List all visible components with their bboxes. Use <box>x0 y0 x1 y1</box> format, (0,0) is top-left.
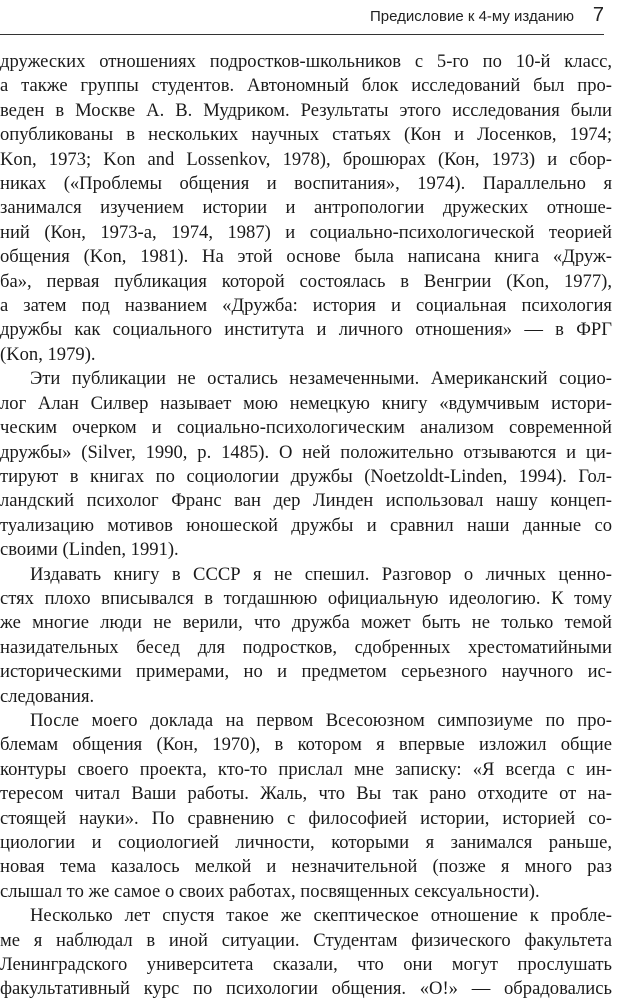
text-line: Эти публикации не остались незамеченными. Американский социо- <box>30 368 612 390</box>
text-line: общения (Kon, 1981). На этой основе была написана книга «Друж- <box>0 246 612 268</box>
text-line: историческими примерами, но и предметом серьезного научного ис- <box>0 661 612 683</box>
text-line: своими (Linden, 1991). <box>0 539 179 561</box>
text-line: веден в Москве А. В. Мудриком. Результаты этого исследования были <box>0 99 612 121</box>
text-line: ческим очерком и социально-психологическим анализом современной <box>0 417 612 439</box>
text-line: опубликованы в нескольких научных статьях (Кон и Лосенков, 1974; <box>0 124 612 146</box>
text-line: назидательных бесед для подростков, сдобренных хрестоматийными <box>0 636 612 658</box>
text-line: ба», первая публикация которой состоялась в Венгрии (Kon, 1977), <box>0 270 612 292</box>
text-line: ландский психолог Франс ван дер Линден использовал нашу концеп- <box>0 490 612 512</box>
text-line: новая тема казалось мелкой и незначительной (позже я много раз <box>0 856 612 878</box>
text-line: туализацию мотивов юношеской дружбы и сравнил наши данные со <box>0 514 612 536</box>
text-line: тируют в книгах по социологии дружбы (Noetzoldt-Linden, 1994). Гол- <box>0 465 612 487</box>
text-line: Ленинградского университета сказали, что они могут прослушать <box>0 954 612 976</box>
text-line: дружеских отношениях подростков-школьников с 5-го по 10-й класс, <box>0 51 612 72</box>
text-line: тересом читал Ваши работы. Жаль, что Вы так рано отходите от на- <box>0 783 612 805</box>
text-line: дружбы» (Silver, 1990, p. 1485). О ней положительно отзываются и ци- <box>0 441 612 463</box>
text-line: ме я наблюдал в иной ситуации. Студентам физического факультета <box>0 929 612 951</box>
text-line: После моего доклада на первом Всесоюзном симпозиуме по про- <box>30 709 612 731</box>
text-line: занимался изучением истории и антропологии дружеских отноше- <box>0 197 612 219</box>
text-line: никах («Проблемы общения и воспитания», 1974). Параллельно я <box>0 173 612 195</box>
text-line: циологии и социологией личности, которыми я занимался раньше, <box>0 832 612 853</box>
text-line: ний (Кон, 1973-а, 1974, 1987) и социально-психологической теорией <box>0 221 612 243</box>
text-line: Несколько лет спустя такое же скептическое отношение к пробле- <box>30 905 612 927</box>
text-line: следования. <box>0 685 95 707</box>
running-header <box>0 4 604 35</box>
text-line: (Kon, 1979). <box>0 343 96 365</box>
text-line: же многие люди не верили, что дружба может быть не только темой <box>0 612 612 634</box>
page-number: 7 <box>592 4 604 26</box>
text-line: а затем под названием «Дружба: история и социальная психология <box>0 295 612 317</box>
text-line: дружбы как социального института и личного отношения» — в ФРГ <box>0 319 612 341</box>
text-line: контуры своего проекта, кто-то прислал мне записку: «Я всегда с ин- <box>0 758 612 780</box>
text-line: Издавать книгу в СССР я не спешил. Разговор о личных ценно- <box>30 563 612 585</box>
text-line: стоящей науки». По сравнению с философией истории, историей со- <box>0 807 612 829</box>
text-line: факультативный курс по психологии общения. «О!» — обрадовались <box>0 978 612 1000</box>
text-line: лог Алан Силвер называет мою немецкую книгу «вдумчивым истори- <box>0 392 612 414</box>
chapter-title: Предисловие к 4-му изданию <box>369 8 574 25</box>
text-line: Kon, 1973; Kon and Lossenkov, 1978), брошюрах (Кон, 1973) и сбор- <box>0 148 612 170</box>
text-line: а также группы студентов. Автономный блок исследований был про- <box>0 75 612 97</box>
text-line: слышал то же самое о своих работах, посвященных сексуальности). <box>0 880 540 902</box>
text-line: стях плохо вписывался в тогдашнюю официальную идеологию. К тому <box>0 587 612 609</box>
body-text <box>0 50 612 1002</box>
text-line: блемам общения (Кон, 1970), в котором я впервые изложил общие <box>0 734 612 756</box>
